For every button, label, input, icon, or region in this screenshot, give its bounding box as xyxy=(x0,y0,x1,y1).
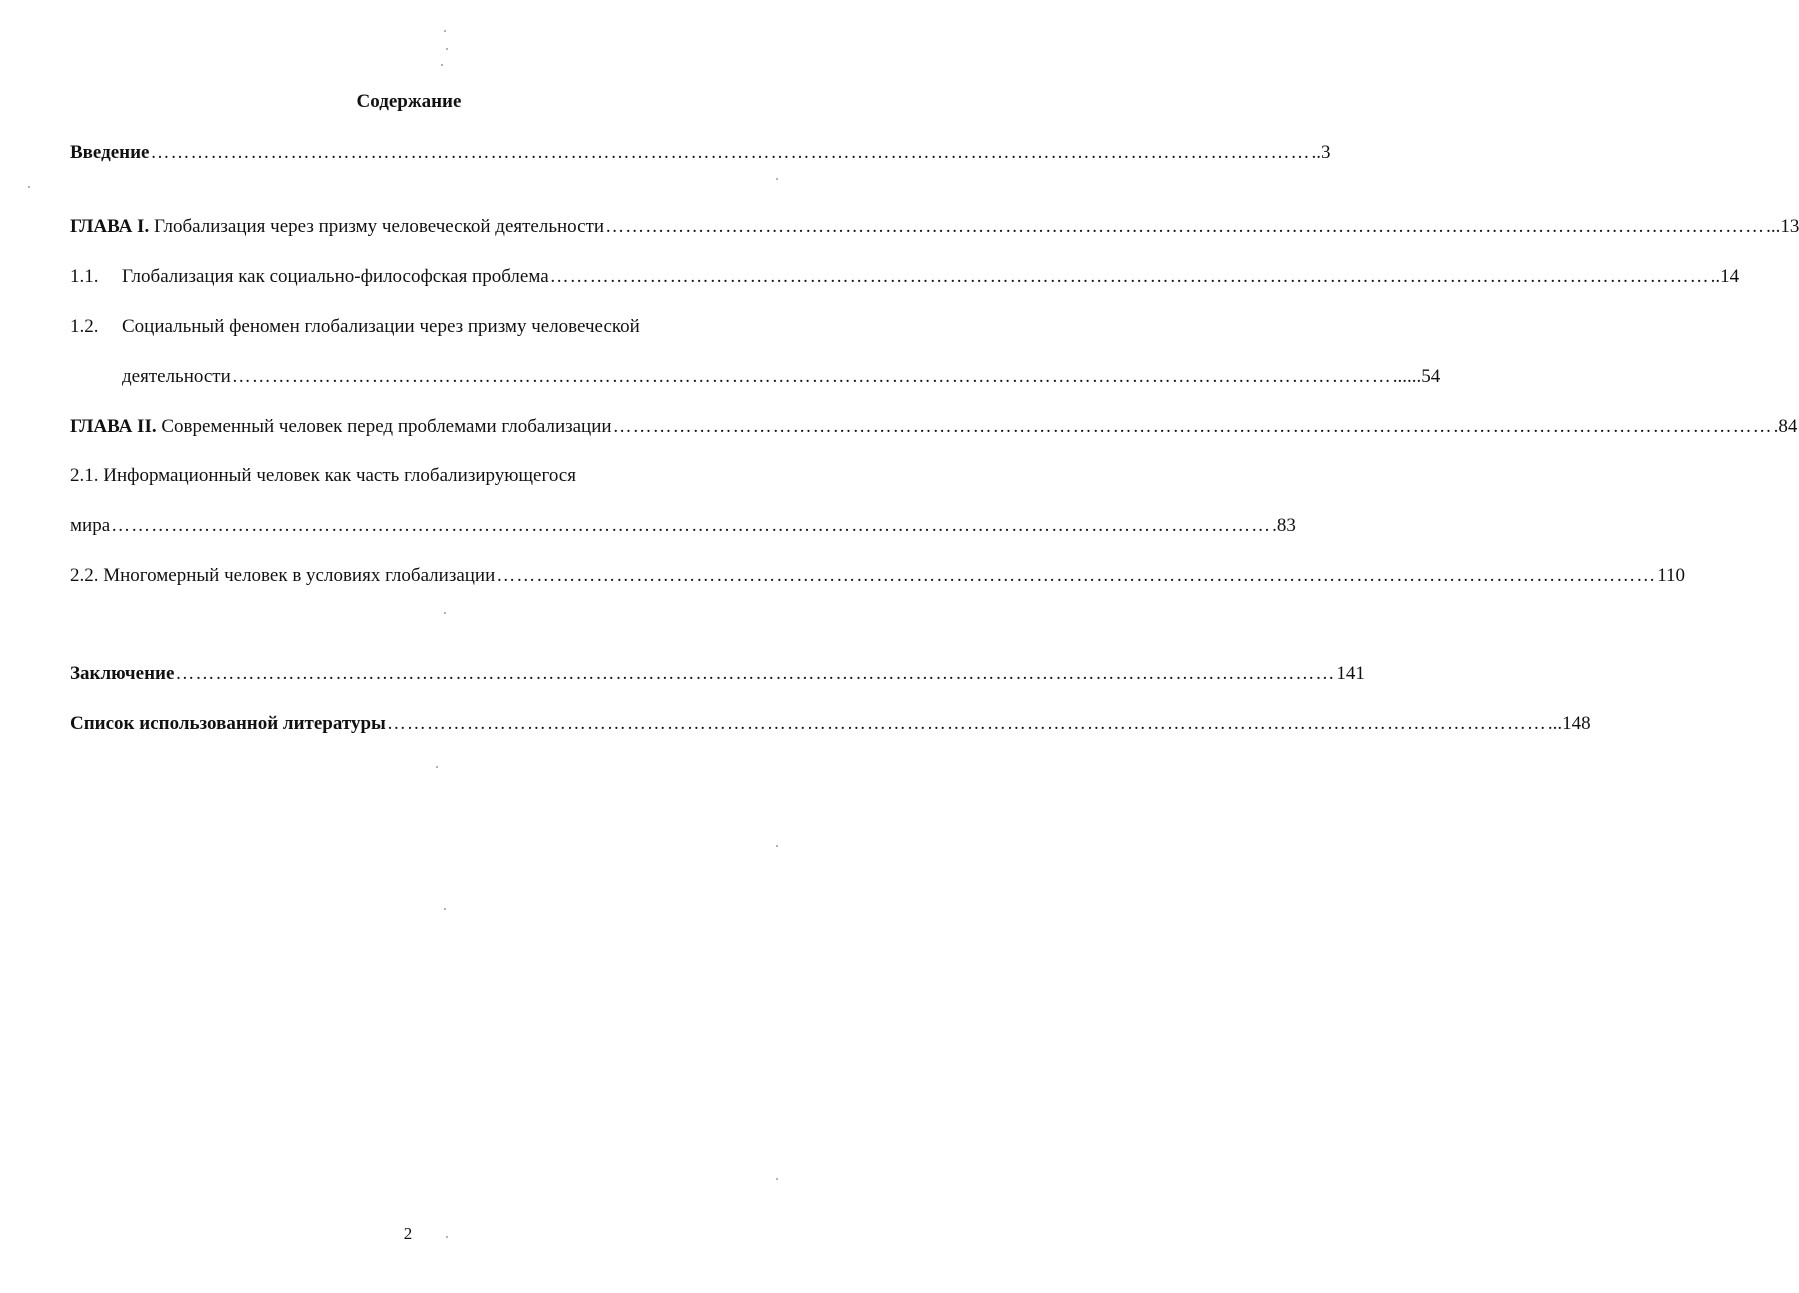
toc-page-number: ...13 xyxy=(1766,216,1799,237)
toc-entry-chapter-2 xyxy=(70,412,1798,442)
toc-entry-section-1-1 xyxy=(70,262,1740,292)
toc-entry-label: мира xyxy=(70,515,111,536)
scan-speck xyxy=(441,64,443,66)
toc-page-number: ..3 xyxy=(1311,142,1331,163)
scan-speck xyxy=(444,30,446,32)
scan-speck xyxy=(776,178,778,180)
section-number: 1.2. xyxy=(70,316,99,337)
toc-entry-label xyxy=(70,412,612,442)
toc-entry-section-2-1-line2 xyxy=(70,511,1296,541)
toc-entry-introduction xyxy=(70,138,1331,168)
toc-entry-section-2-2 xyxy=(70,561,1686,591)
dot-leader: ………………………………………………………………………………………………………………………………………………………… xyxy=(549,266,1710,287)
scan-speck xyxy=(444,612,446,614)
dot-leader: ………………………………………………………………………………………………………………………………………………………… xyxy=(150,142,1311,163)
dot-leader: ………………………………………………………………………………………………………………………………………………………… xyxy=(231,366,1392,387)
dot-leader: ………………………………………………………………………………………………………………………………………………………… xyxy=(111,515,1272,536)
toc-page-number: ..14 xyxy=(1710,266,1740,287)
toc-page-number: 141 xyxy=(1336,663,1365,684)
toc-entry-label: Введение xyxy=(70,142,150,163)
toc-entry-conclusion xyxy=(70,659,1365,689)
page-number: 2 xyxy=(403,1224,413,1243)
toc-entry-label: 2.2. Многомерный человек в условиях глобализации xyxy=(70,565,496,586)
toc-page-number: .83 xyxy=(1272,515,1296,536)
toc-page-number: 110 xyxy=(1657,565,1686,586)
scan-speck xyxy=(436,766,438,768)
toc-entry-section-2-1-line1: 2.1. Информационный человек как часть глобализирующегося xyxy=(70,465,576,486)
scan-speck xyxy=(446,48,448,50)
toc-entry-label: Заключение xyxy=(70,663,175,684)
section-number: 1.1. xyxy=(70,266,99,287)
dot-leader: ………………………………………………………………………………………………………………………………………………………… xyxy=(496,565,1657,586)
dot-leader: ………………………………………………………………………………………………………………………………………………………… xyxy=(612,416,1773,437)
toc-entry-bibliography xyxy=(70,709,1591,739)
toc-entry-label: деятельности xyxy=(122,366,231,387)
scan-speck xyxy=(28,186,30,188)
scan-speck xyxy=(776,845,778,847)
toc-entry-label: Список использованной литературы xyxy=(70,713,386,734)
toc-entry-label: Социальный феномен глобализации через призму человеческой xyxy=(122,316,640,337)
chapter-title: Современный человек перед проблемами глобализации xyxy=(156,416,612,437)
toc-entry-section-1-2-line2 xyxy=(122,362,1441,392)
chapter-title: Глобализация через призму человеческой деятельности xyxy=(149,216,605,237)
page-title: Содержание xyxy=(356,91,462,112)
toc-entry-section-1-2-line1 xyxy=(70,312,640,342)
dot-leader: ………………………………………………………………………………………………………………………………………………………… xyxy=(175,663,1336,684)
toc-page-number: .84 xyxy=(1773,416,1798,437)
toc-page-number: ......54 xyxy=(1392,366,1441,387)
toc-entry-chapter-1 xyxy=(70,212,1799,242)
dot-leader: ………………………………………………………………………………………………………………………………………………………… xyxy=(605,216,1766,237)
chapter-prefix: ГЛАВА II. xyxy=(70,416,157,437)
scan-speck xyxy=(444,908,446,910)
toc-entry-label xyxy=(70,212,604,242)
scan-speck xyxy=(776,1178,778,1180)
toc-entry-label: Глобализация как социально-философская проблема xyxy=(122,266,549,287)
dot-leader: ………………………………………………………………………………………………………………………………………………………… xyxy=(386,713,1547,734)
chapter-prefix: ГЛАВА I. xyxy=(70,216,150,237)
toc-page-number: ...148 xyxy=(1547,713,1591,734)
